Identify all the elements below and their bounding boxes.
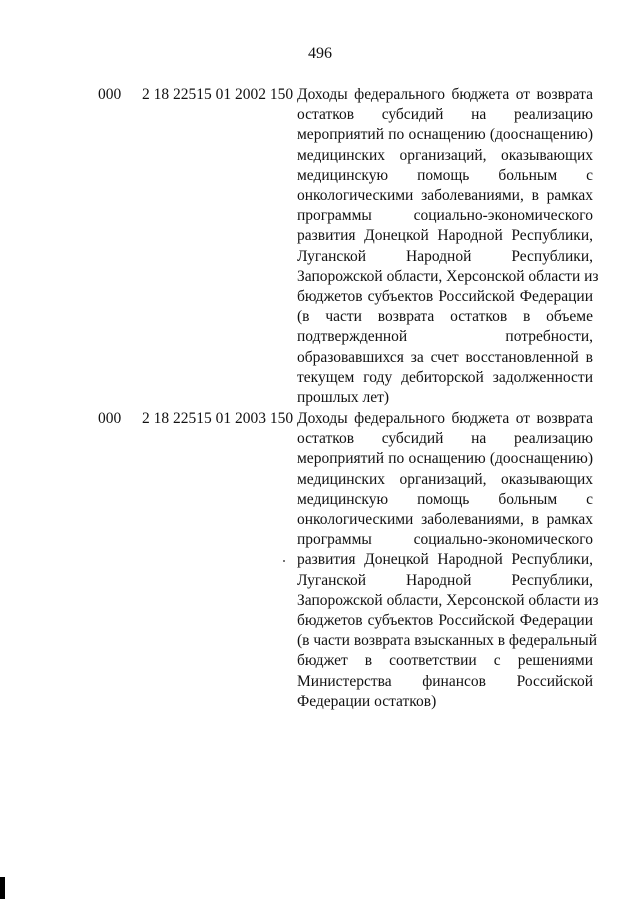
description-line: остатков субсидий на реализацию [297, 430, 593, 448]
description-line: программы социально-экономического [297, 531, 593, 549]
description-line: онкологическими заболеваниями, в рамках [297, 187, 593, 205]
description-line: Луганской Народной Республики, [297, 247, 593, 265]
description-line: (в части возврата остатков в объеме [297, 308, 593, 326]
budget-classification-code: 2 18 22515 01 2002 150 [142, 86, 294, 103]
description-line: мероприятий по оснащению (дооснащению) [297, 126, 593, 144]
description-line: бюджет в соответствии с решениями [297, 652, 593, 670]
description-line: медицинских организаций, оказывающих [297, 470, 593, 488]
description-line: медицинскую помощь больным с [297, 490, 593, 508]
description-line: медицинских организаций, оказывающих [297, 146, 593, 164]
description-line: бюджетов субъектов Российской Федерации [297, 288, 593, 306]
description-line: развития Донецкой Народной Республики, [297, 227, 593, 245]
description-line: Луганской Народной Республики, [297, 571, 593, 589]
description-line: Запорожской области, Херсонской области из [297, 591, 599, 609]
description-line: (в части возврата взысканных в федеральный [297, 632, 597, 650]
description-line: текущем году дебиторской задолженности [297, 368, 593, 386]
description-line: Доходы федерального бюджета от возврата [297, 410, 593, 427]
description-line: Министерства финансов Российской [297, 672, 593, 690]
description-line: бюджетов субъектов Российской Федерации [297, 612, 593, 630]
description-line: остатков субсидий на реализацию [297, 106, 593, 124]
description-line: образовавшихся за счет восстановленной в [297, 348, 593, 366]
description-line: Доходы федерального бюджета от возврата [297, 86, 593, 103]
description-line: онкологическими заболеваниями, в рамках [297, 511, 593, 529]
administrator-code: 000 [98, 86, 122, 103]
description-line: прошлых лет) [297, 389, 390, 407]
description-line: Федерации остатков) [297, 692, 437, 710]
budget-classification-code: 2 18 22515 01 2003 150 [142, 410, 294, 427]
description-line: Запорожской области, Херсонской области из [297, 267, 599, 285]
scan-speck [283, 560, 285, 562]
description-line: мероприятий по оснащению (дооснащению) [297, 450, 593, 468]
description-line: подтвержденной потребности, [297, 328, 593, 346]
administrator-code: 000 [98, 410, 122, 427]
scan-edge-mark [0, 877, 5, 899]
page-number: 496 [308, 45, 332, 62]
income-description [297, 409, 599, 712]
description-line: медицинскую помощь больным с [297, 166, 593, 184]
description-line: развития Донецкой Народной Республики, [297, 551, 593, 569]
income-description [297, 85, 599, 408]
description-line: программы социально-экономического [297, 207, 593, 225]
